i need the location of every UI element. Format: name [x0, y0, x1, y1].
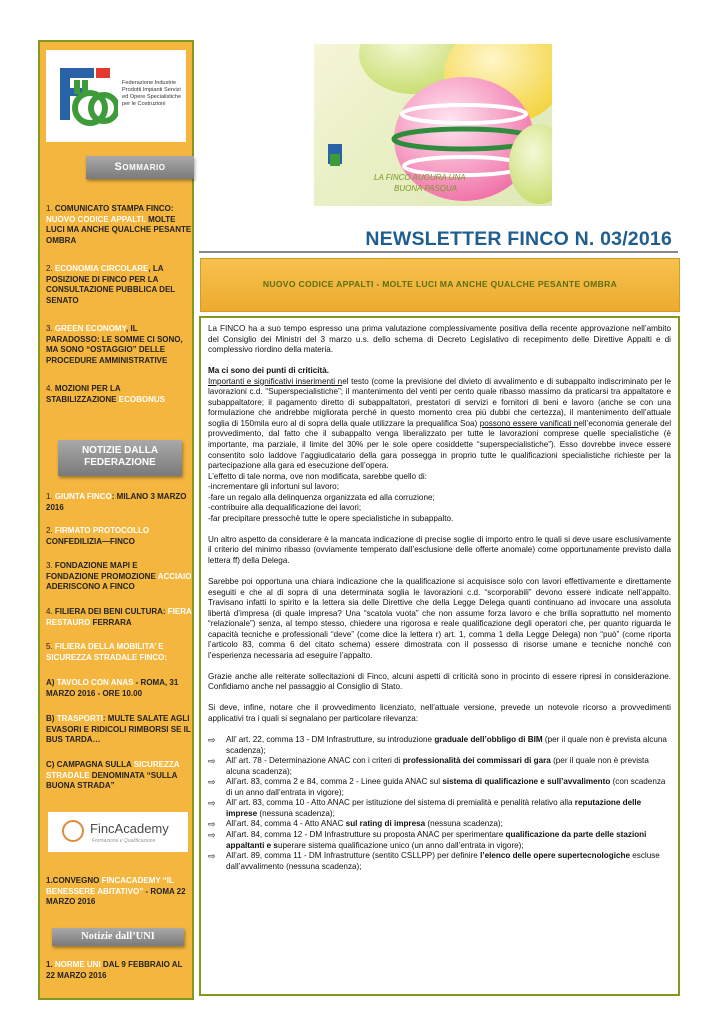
item-number: 2. — [46, 526, 53, 535]
finco-logo-mark — [60, 68, 118, 130]
bullet-text: (nessuna scadenza); — [257, 808, 335, 818]
bullet-bold: reputazione delle imprese — [226, 798, 642, 818]
item-number: 1. — [46, 204, 53, 213]
effect-item: -contribuire alla dequalificazione dei lavori; — [208, 503, 362, 513]
item-text: , LA POSIZIONE DI FINCO PER LA CONSULTAZIONE PUBBLICA DEL SENATO — [46, 264, 176, 305]
bullet-text: uperare sistema qualificazione unico (un anno dall’entrata in vigore); — [277, 840, 524, 850]
arrow-icon: ⇨ — [208, 798, 216, 809]
item-number: 1. — [46, 960, 53, 969]
item-text: ADERISCONO A FINCO — [46, 582, 135, 591]
item-link[interactable]: ECONOMIA CIRCOLARE — [54, 264, 149, 273]
item-text: - ROMA 22 MARZO 2016 — [46, 886, 186, 906]
item-number: 1. — [46, 492, 53, 501]
item-text: MOZIONI PER LA STABILIZZAZIONE — [46, 384, 121, 404]
item-text: , IL PARADOSSO: LE SOMME CI SONO, MA SONO “OSTAGGIO” DELLE PROCEDURE AMMINISTRATIVE — [46, 324, 183, 365]
caption-line: LA FINCO AUGURA UNA — [374, 173, 466, 182]
arrow-icon: ⇨ — [208, 829, 216, 840]
underlined-text: Importanti e significativi inserimenti n — [208, 376, 343, 386]
article-paragraph: La FINCO ha a suo tempo espresso una prima valutazione complessivamente positiva della recente approvazione nell’ambito del Consiglio dei Ministri del 3 marzo u.s. dello schema di Decreto Legislativo di recepimento delle Direttive Appalti e di complessivo riordino della materia. — [208, 324, 671, 355]
arrow-icon: ⇨ — [208, 819, 216, 830]
item-link[interactable]: TAVOLO CON ANAS — [56, 678, 134, 687]
convegno-item[interactable] — [46, 876, 192, 908]
provision-item — [208, 830, 671, 851]
sub-item[interactable] — [46, 760, 192, 792]
article-paragraph: L’effetto di tale norma, ove non modificata, sarebbe quello di: — [208, 471, 427, 481]
item-number: 4. — [46, 384, 53, 393]
article-paragraph: Sarebbe poi opportuna una chiara indicazione che la qualificazione si acquisisce solo con lavori effettivamente e direttamente eseguiti e che al di sopra di una determinata soglia le lavorazioni c.d. “scorporabili” devono essere indicate nell’appalto. Travisano infatti lo spirito e la lettera sia delle Direttive che della Legge Delega quanti continuano ad invocare una assoluta libertà d’impresa (di quale impresa? Una “scatola vuota” che non assume forza lavoro e che brilla soprattutto nel momento “relazionale”) senza, al tempo stesso, chiedere una rigorosa e reale qualificazione degli operatori che, per quanto riguarda le capacità tecniche e professionali “deve” (come dice la lettera r) art. 1, comma 1 della Legge Delega) non “può” (come riporta l’articolo 83, comma 6 del citato schema) essere dimostrata con il possesso di risorse umane e tecniche nonché con l’esperienza necessaria ad eseguire l’appalto. — [208, 576, 671, 660]
bullet-bold: sistema di qualificazione e sull’avvalimento — [442, 777, 611, 787]
article-paragraph: Si deve, infine, notare che il provvedimento licenziato, nell’attuale versione, prevede un notevole ricorso a provvedimenti applicativi tra i quali si segnalano per particolare rilevanza: — [208, 703, 671, 723]
notizie-uni-banner: Notizie dall’UNI — [52, 928, 184, 946]
bullet-text: (con scadenza di un anno dall’entrata in vigore); — [226, 777, 666, 797]
headline-banner — [200, 258, 680, 312]
easter-greeting-image — [314, 44, 552, 206]
bullet-text: All’ art. 83, comma 10 - Atto ANAC per istituzione del sistema di premialità e penalità relativo alla — [226, 798, 575, 808]
fincacademy-ring-icon — [62, 820, 84, 842]
arrow-icon: ⇨ — [208, 735, 216, 746]
underlined-text: possono essere vanificati n — [479, 418, 579, 428]
bullet-text: All’art. 83, comma 2 e 84, comma 2 - Linee guida ANAC sul — [226, 777, 443, 787]
item-link[interactable]: FILIERA DELLA MOBILITA’ E SICUREZZA STRADALE FINCO: — [46, 642, 168, 662]
provision-item — [208, 777, 671, 798]
paragraph-text: el testo (come la previsione del divieto di avvalimento e di subappalto indiscriminato per le lavorazioni c.d. “Superspecialistiche”; il mantenimento del venti per cento quale ribasso massimo da praticarsi tra appaltatore e subappaltatore; il pagamento diretto di subappaltatori, prestatori di servizi e fornitori di beni e lavoro (anche se con una formulazione che andrebbe migliorata perché in questo momento crea più dubbi che certezza), il mantenimento dell’attuale soglia di 150mila euro al di sopra della quale utilizzare la prequalifica Soa) — [208, 376, 671, 428]
provision-item — [208, 819, 671, 830]
sub-item[interactable] — [46, 678, 192, 699]
item-number: 4. — [46, 607, 53, 616]
item-link[interactable]: GIUNTA FINCO — [54, 492, 112, 501]
arrow-icon: ⇨ — [208, 777, 216, 788]
item-number: B) — [46, 714, 55, 723]
federazione-item[interactable] — [46, 526, 192, 547]
item-link[interactable]: SICUREZZA STRADALE — [46, 760, 180, 780]
item-link[interactable]: ACCIAIO — [157, 571, 192, 581]
bullet-bold: professionalità dei commissari di gara — [402, 756, 551, 766]
notizie-federazione-banner: NOTIZIE DALLA FEDERAZIONE — [58, 440, 182, 476]
sommario-item[interactable] — [46, 384, 192, 405]
item-text: CONFEDILIZIA—FINCO — [46, 536, 135, 546]
sidebar — [38, 40, 194, 1000]
uni-item[interactable] — [46, 960, 192, 981]
item-text: FONDAZIONE MAPI E FONDAZIONE PROMOZIONE — [46, 561, 158, 581]
article-subheading: Ma ci sono dei punti di criticità. — [208, 366, 329, 376]
article-body — [199, 316, 680, 996]
item-text: - ROMA, 31 MARZO 2016 - ORE 10.00 — [46, 678, 179, 698]
item-link[interactable]: ECOBONUS — [118, 394, 165, 404]
sommario-item[interactable] — [46, 204, 192, 246]
item-link[interactable]: GREEN ECONOMY — [54, 324, 127, 333]
bullet-text: (per il quale non è prevista alcuna scadenza); — [226, 735, 667, 755]
item-text: FERRARA — [90, 617, 132, 627]
bullet-text: (per il quale non è prevista alcuna scadenza); — [226, 756, 649, 776]
title-bar — [199, 214, 678, 252]
bullet-bold: qualificazione da parte delle stazioni appaltanti e s — [226, 829, 647, 850]
bullet-text: All’art. 84, comma 12 - DM Infrastrutture su proposta ANAC per sperimentare — [226, 829, 506, 839]
effect-item: -far precipitare pressochè tutte le opere specialistiche in subappalto. — [208, 513, 454, 523]
federazione-item[interactable] — [46, 561, 192, 593]
effect-item: -incrementare gli infortuni sul lavoro; — [208, 482, 339, 492]
bullet-text: (nessuna scadenza); — [425, 819, 503, 829]
title-divider — [199, 251, 678, 253]
federazione-item[interactable] — [46, 492, 192, 513]
bullet-text: All’art. 84, comma 4 - Atto ANAC — [226, 819, 346, 829]
bullet-bold: graduale dell’obbligo di BIM — [434, 735, 543, 745]
item-link[interactable]: NORME UNI — [54, 960, 101, 969]
finco-logo-text — [122, 80, 184, 108]
item-link[interactable]: TRASPORTI — [56, 714, 103, 723]
article-headline: NUOVO CODICE APPALTI - MOLTE LUCI MA ANCHE QUALCHE PESANTE OMBRA — [262, 279, 618, 289]
item-number: C) — [46, 760, 55, 769]
item-link[interactable]: FIRMATO PROTOCOLLO — [54, 526, 150, 535]
federazione-item[interactable] — [46, 642, 192, 663]
provision-item — [208, 735, 671, 756]
item-number: 5. — [46, 642, 53, 651]
arrow-icon: ⇨ — [208, 851, 216, 862]
bullet-text: All’art. 89, comma 11 - DM Infrastrutture (sentito CSLLPP) per definire — [226, 851, 481, 861]
fincacademy-tagline: Formazione e Qualificazione — [92, 838, 156, 844]
finco-logo — [46, 50, 186, 142]
article-paragraph: Un altro aspetto da considerare è la mancata indicazione di precise soglie di importo entro le quali si deve usare esclusivamente il criterio del minimo ribasso (ovviamente temperato dall’esclusione delle offerte anomale) come opportunamente previsto dalla lettera ff) della Delega. — [208, 534, 671, 565]
item-text: FILIERA DEI BENI CULTURA: — [54, 607, 168, 616]
paragraph-text: ell’economia generale del provvedimento, dal fatto che il subappalto venga liberalizzato per tutte le lavorazioni comprese quelle specialistiche (è importante, ma parziale, il limite del 30% per le sole opere cosiddette “superspecialistiche”). Esso dovrebbe invece essere consentito solo laddove l’aggiudicatario della gara possegga in proprio tutte le qualificazioni specialistiche richieste per la partecipazione alla gara ed esecuzione dell’opera. — [208, 418, 672, 471]
provision-item — [208, 851, 671, 872]
item-number: A) — [46, 678, 55, 687]
item-text: COMUNICATO STAMPA FINCO: — [54, 204, 174, 213]
bullet-bold: sul rating di impresa — [345, 819, 426, 829]
caption-line: BUONA PASQUA — [394, 184, 458, 193]
item-text: CAMPAGNA SULLA — [56, 760, 134, 769]
item-link[interactable]: NUOVO CODICE APPALTI. — [46, 214, 146, 224]
logo-line: ed Opere Specialistiche — [122, 94, 182, 100]
bullet-text: All’ art. 22, comma 13 - DM Infrastrutture, su introduzione — [226, 735, 435, 745]
federazione-item[interactable] — [46, 607, 192, 628]
fincacademy-logo — [48, 812, 188, 852]
sommario-banner: Sommario — [86, 156, 194, 179]
article-paragraph: Grazie anche alle reiterate sollecitazioni di Finco, alcuni aspetti di criticità sono in procinto di essere ripresi in considerazione. Confidiamo anche nel passaggio al Consiglio di Stato. — [208, 671, 671, 692]
article-paragraph — [208, 377, 671, 472]
arrow-icon: ⇨ — [208, 756, 216, 767]
fincacademy-name: FincAcademy — [90, 821, 169, 836]
logo-line: Prodotti Impianti Servizi — [122, 87, 181, 93]
item-link[interactable]: FINCACADEMY “IL BENESSERE ABITATIVO” — [46, 876, 174, 896]
item-number: 2. — [46, 264, 53, 273]
logo-line: Federazione Industrie — [122, 80, 177, 86]
item-text: DENOMINATA “SULLA BUONA STRADA” — [46, 770, 178, 790]
easter-caption — [374, 172, 484, 194]
item-link[interactable]: FIERA RESTAURO — [46, 607, 192, 627]
effect-item: -fare un regalo alla delinquenza organizzata ed alla corruzione; — [208, 492, 435, 502]
item-number: 3. — [46, 561, 53, 570]
newsletter-title: NEWSLETTER FINCO N. 03/2016 — [365, 228, 672, 250]
logo-line: per le Costruzioni — [122, 101, 166, 107]
item-text: DAL 9 FEBBRAIO AL 22 MARZO 2016 — [46, 960, 183, 980]
provision-item — [208, 756, 671, 777]
item-text: 1.CONVEGNO — [46, 876, 102, 885]
sub-item[interactable] — [46, 714, 192, 746]
bullet-bold: l’elenco delle opere supertecnologiche — [480, 851, 630, 861]
item-text: : MILANO 3 MARZO 2016 — [46, 492, 187, 512]
item-text: MOLTE LUCI MA ANCHE QUALCHE PESANTE OMBRA — [46, 214, 192, 245]
sommario-item[interactable] — [46, 264, 192, 306]
bullet-text: All’ art. 78 - Determinazione ANAC con i criteri di — [226, 756, 403, 766]
sommario-item[interactable] — [46, 324, 192, 366]
item-text: : MULTE SALATE AGLI EVASORI E RIDICOLI RIMBORSI SE IL BUS TARDA… — [46, 714, 191, 744]
item-number: 3. — [46, 324, 53, 333]
provision-item — [208, 798, 671, 819]
bullet-text: escluse dall’avvalimento (nessuna scadenza); — [226, 851, 660, 871]
